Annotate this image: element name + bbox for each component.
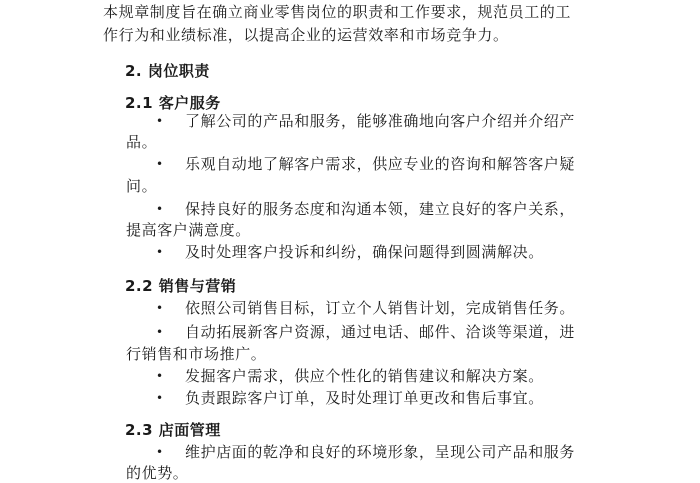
list-item-text: 了解公司的产品和服务，能够准确地向客户介绍并介绍产 [185, 112, 576, 130]
subsection-heading-2-3: 2.3 店面管理 [125, 421, 221, 439]
list-item-text: 发掘客户需求，供应个性化的销售建议和解决方案。 [185, 367, 544, 385]
list-item-text-cont: 品。 [126, 133, 158, 151]
list-item-text-cont: 行销售和市场推广。 [126, 345, 267, 363]
intro-line-2: 作行为和业绩标准，以提高企业的运营效率和市场竞争力。 [103, 26, 509, 44]
section-heading: 2. 岗位职责 [125, 62, 210, 80]
subsection-heading-2-1: 2.1 客户服务 [125, 94, 221, 112]
intro-line-1: 本规章制度旨在确立商业零售岗位的职责和工作要求，规范员工的工 [103, 3, 572, 21]
bullet-marker: • [156, 114, 164, 128]
list-item-text: 维护店面的乾净和良好的环境形象，呈现公司产品和服务 [185, 443, 576, 461]
list-item-text: 自动拓展新客户资源，通过电话、邮件、洽谈等渠道，进 [185, 323, 576, 341]
list-item-text-cont: 提高客户满意度。 [126, 221, 251, 239]
list-item-text: 负责跟踪客户订单，及时处理订单更改和售后事宜。 [185, 389, 544, 407]
list-item-text: 依照公司销售目标，订立个人销售计划，完成销售任务。 [185, 299, 576, 317]
list-item-text: 及时处理客户投诉和纠纷，确保问题得到圆满解决。 [185, 243, 544, 261]
list-item-text-cont: 问。 [126, 177, 158, 195]
bullet-marker: • [156, 369, 164, 383]
subsection-heading-2-2: 2.2 销售与营销 [125, 277, 237, 295]
bullet-marker: • [156, 245, 164, 259]
list-item-text: 保持良好的服务态度和沟通本领，建立良好的客户关系， [185, 200, 576, 218]
bullet-marker: • [156, 325, 164, 339]
list-item-text-cont: 的优势。 [126, 464, 189, 482]
bullet-marker: • [156, 157, 164, 171]
bullet-marker: • [156, 445, 164, 459]
bullet-marker: • [156, 202, 164, 216]
list-item-text: 乐观自动地了解客户需求，供应专业的咨询和解答客户疑 [185, 155, 576, 173]
bullet-marker: • [156, 301, 164, 315]
bullet-marker: • [156, 391, 164, 405]
